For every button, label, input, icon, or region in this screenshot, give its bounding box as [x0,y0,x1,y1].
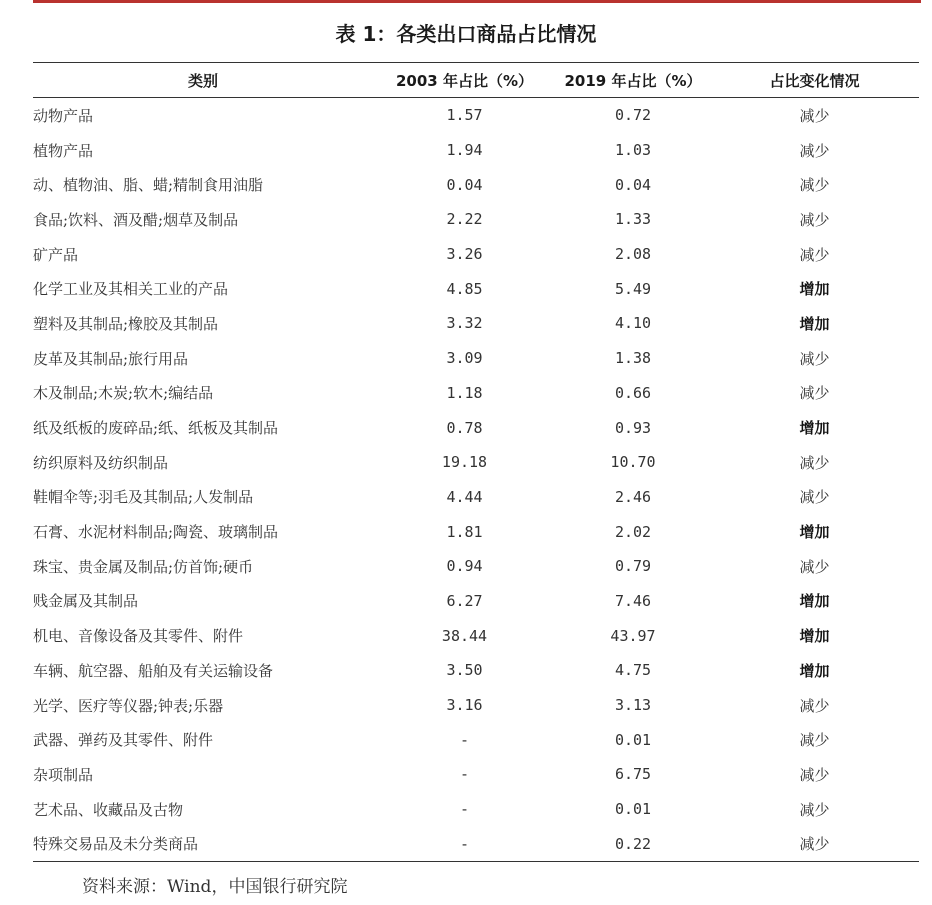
table-row [33,549,919,584]
share-2019-cell: 0.22 [614,834,652,853]
category-cell: 动物产品 [33,106,94,125]
change-cell: 增加 [799,627,830,646]
category-cell: 食品;饮料、酒及醋;烟草及制品 [33,210,239,229]
category-cell: 木及制品;木炭;软木;编结品 [33,384,214,403]
share-2019-cell: 0.79 [614,557,652,576]
category-cell: 艺术品、收藏品及古物 [33,800,184,819]
share-2019-cell: 0.04 [614,175,652,194]
share-2019-cell: 1.33 [614,210,652,229]
change-cell: 减少 [799,384,830,403]
category-cell: 特殊交易品及未分类商品 [33,835,199,854]
change-cell: 减少 [799,765,830,784]
change-cell: 增加 [799,523,830,542]
category-cell: 珠宝、贵金属及制品;仿首饰;硬币 [33,557,254,576]
table-row [33,514,919,549]
share-2003-cell: - [459,730,470,749]
table-row [33,306,919,341]
table-row [33,653,919,688]
table-row [33,133,919,168]
export-share-table [33,62,919,862]
share-2003-cell: - [459,800,470,819]
category-cell: 杂项制品 [33,765,94,784]
change-cell: 减少 [799,245,830,264]
category-cell: 化学工业及其相关工业的产品 [33,280,229,299]
source-note: 资料来源：Wind，中国银行研究院 [82,877,348,897]
category-cell: 植物产品 [33,141,94,160]
category-cell: 矿产品 [33,245,79,264]
change-cell: 减少 [799,106,830,125]
header-2003-share: 2003 年占比（%） [395,71,533,90]
category-cell: 石膏、水泥材料制品;陶瓷、玻璃制品 [33,523,279,542]
category-cell: 鞋帽伞等;羽毛及其制品;人发制品 [33,488,254,507]
header-category: 类别 [187,71,218,90]
category-cell: 皮革及其制品;旅行用品 [33,349,189,368]
table-row [33,688,919,723]
table-row [33,202,919,237]
change-cell: 增加 [799,419,830,438]
share-2019-cell: 0.72 [614,106,652,125]
share-2003-cell: 1.57 [446,106,483,125]
change-cell: 减少 [799,141,830,160]
share-2003-cell: 3.26 [446,245,483,264]
change-cell: 减少 [799,210,830,229]
share-2003-cell: 6.27 [446,591,483,610]
share-2003-cell: 4.44 [446,487,483,506]
table-row [33,341,919,376]
share-2003-cell: 3.50 [446,661,483,680]
share-2019-cell: 4.75 [614,661,652,680]
change-cell: 增加 [799,592,830,611]
share-2003-cell: 2.22 [446,210,483,229]
share-2003-cell: 1.18 [446,383,483,402]
change-cell: 减少 [799,488,830,507]
header-2019-share: 2019 年占比（%） [564,71,702,90]
top-accent-rule [33,0,921,3]
change-cell: 减少 [799,835,830,854]
share-2019-cell: 0.01 [614,730,652,749]
share-2019-cell: 2.46 [614,487,652,506]
share-2019-cell: 2.02 [614,522,652,541]
change-cell: 减少 [799,800,830,819]
share-2003-cell: 19.18 [441,453,488,472]
share-2003-cell: 3.09 [446,349,483,368]
table-row [33,792,919,827]
share-2003-cell: 38.44 [441,626,488,645]
header-change: 占比变化情况 [769,71,860,90]
category-cell: 车辆、航空器、船舶及有关运输设备 [33,661,274,680]
change-cell: 减少 [799,176,830,195]
table-row [33,757,919,792]
change-cell: 增加 [799,661,830,680]
category-cell: 纺织原料及纺织制品 [33,453,169,472]
table-row [33,445,919,480]
change-cell: 减少 [799,731,830,750]
share-2003-cell: 4.85 [446,279,483,298]
table-row [33,584,919,619]
category-cell: 塑料及其制品;橡胶及其制品 [33,314,219,333]
category-cell: 武器、弹药及其零件、附件 [33,731,214,750]
share-2019-cell: 0.01 [614,800,652,819]
table-row [33,98,919,133]
share-2003-cell: 1.94 [446,141,483,160]
share-2019-cell: 5.49 [614,279,652,298]
change-cell: 减少 [799,349,830,368]
table-row [33,480,919,515]
table-row [33,271,919,306]
change-cell: 增加 [799,314,830,333]
share-2003-cell: 1.81 [446,522,483,541]
share-2019-cell: 0.93 [614,418,652,437]
share-2019-cell: 10.70 [610,453,656,472]
share-2003-cell: 3.32 [446,314,483,333]
table-row [33,826,919,861]
share-2003-cell: 0.94 [446,557,483,576]
share-2019-cell: 6.75 [614,765,652,784]
share-2019-cell: 43.97 [610,626,656,645]
change-cell: 减少 [799,696,830,715]
share-2019-cell: 2.08 [614,245,652,264]
header-row [33,63,919,98]
category-cell: 纸及纸板的废碎品;纸、纸板及其制品 [33,419,279,438]
share-2019-cell: 1.38 [614,349,652,368]
change-cell: 减少 [799,453,830,472]
table-row [33,722,919,757]
share-2003-cell: 0.78 [446,418,483,437]
share-2019-cell: 7.46 [614,591,652,610]
share-2019-cell: 0.66 [614,383,652,402]
table-row [33,376,919,411]
category-cell: 贱金属及其制品 [33,592,139,611]
share-2019-cell: 1.03 [614,141,652,160]
table-row [33,618,919,653]
share-2019-cell: 4.10 [614,314,652,333]
category-cell: 动、植物油、脂、蜡;精制食用油脂 [33,176,264,195]
category-cell: 机电、音像设备及其零件、附件 [33,627,244,646]
category-cell: 光学、医疗等仪器;钟表;乐器 [33,696,224,715]
share-2003-cell: 3.16 [446,696,483,715]
table-title: 表 1：各类出口商品占比情况 [335,22,597,46]
change-cell: 减少 [799,557,830,576]
share-2003-cell: - [459,765,470,784]
table-row [33,410,919,445]
change-cell: 增加 [799,280,830,299]
table-row [33,167,919,202]
table-row [33,237,919,272]
share-2019-cell: 3.13 [614,696,652,715]
share-2003-cell: 0.04 [446,175,483,194]
table-body [33,98,919,862]
share-2003-cell: - [459,834,470,853]
